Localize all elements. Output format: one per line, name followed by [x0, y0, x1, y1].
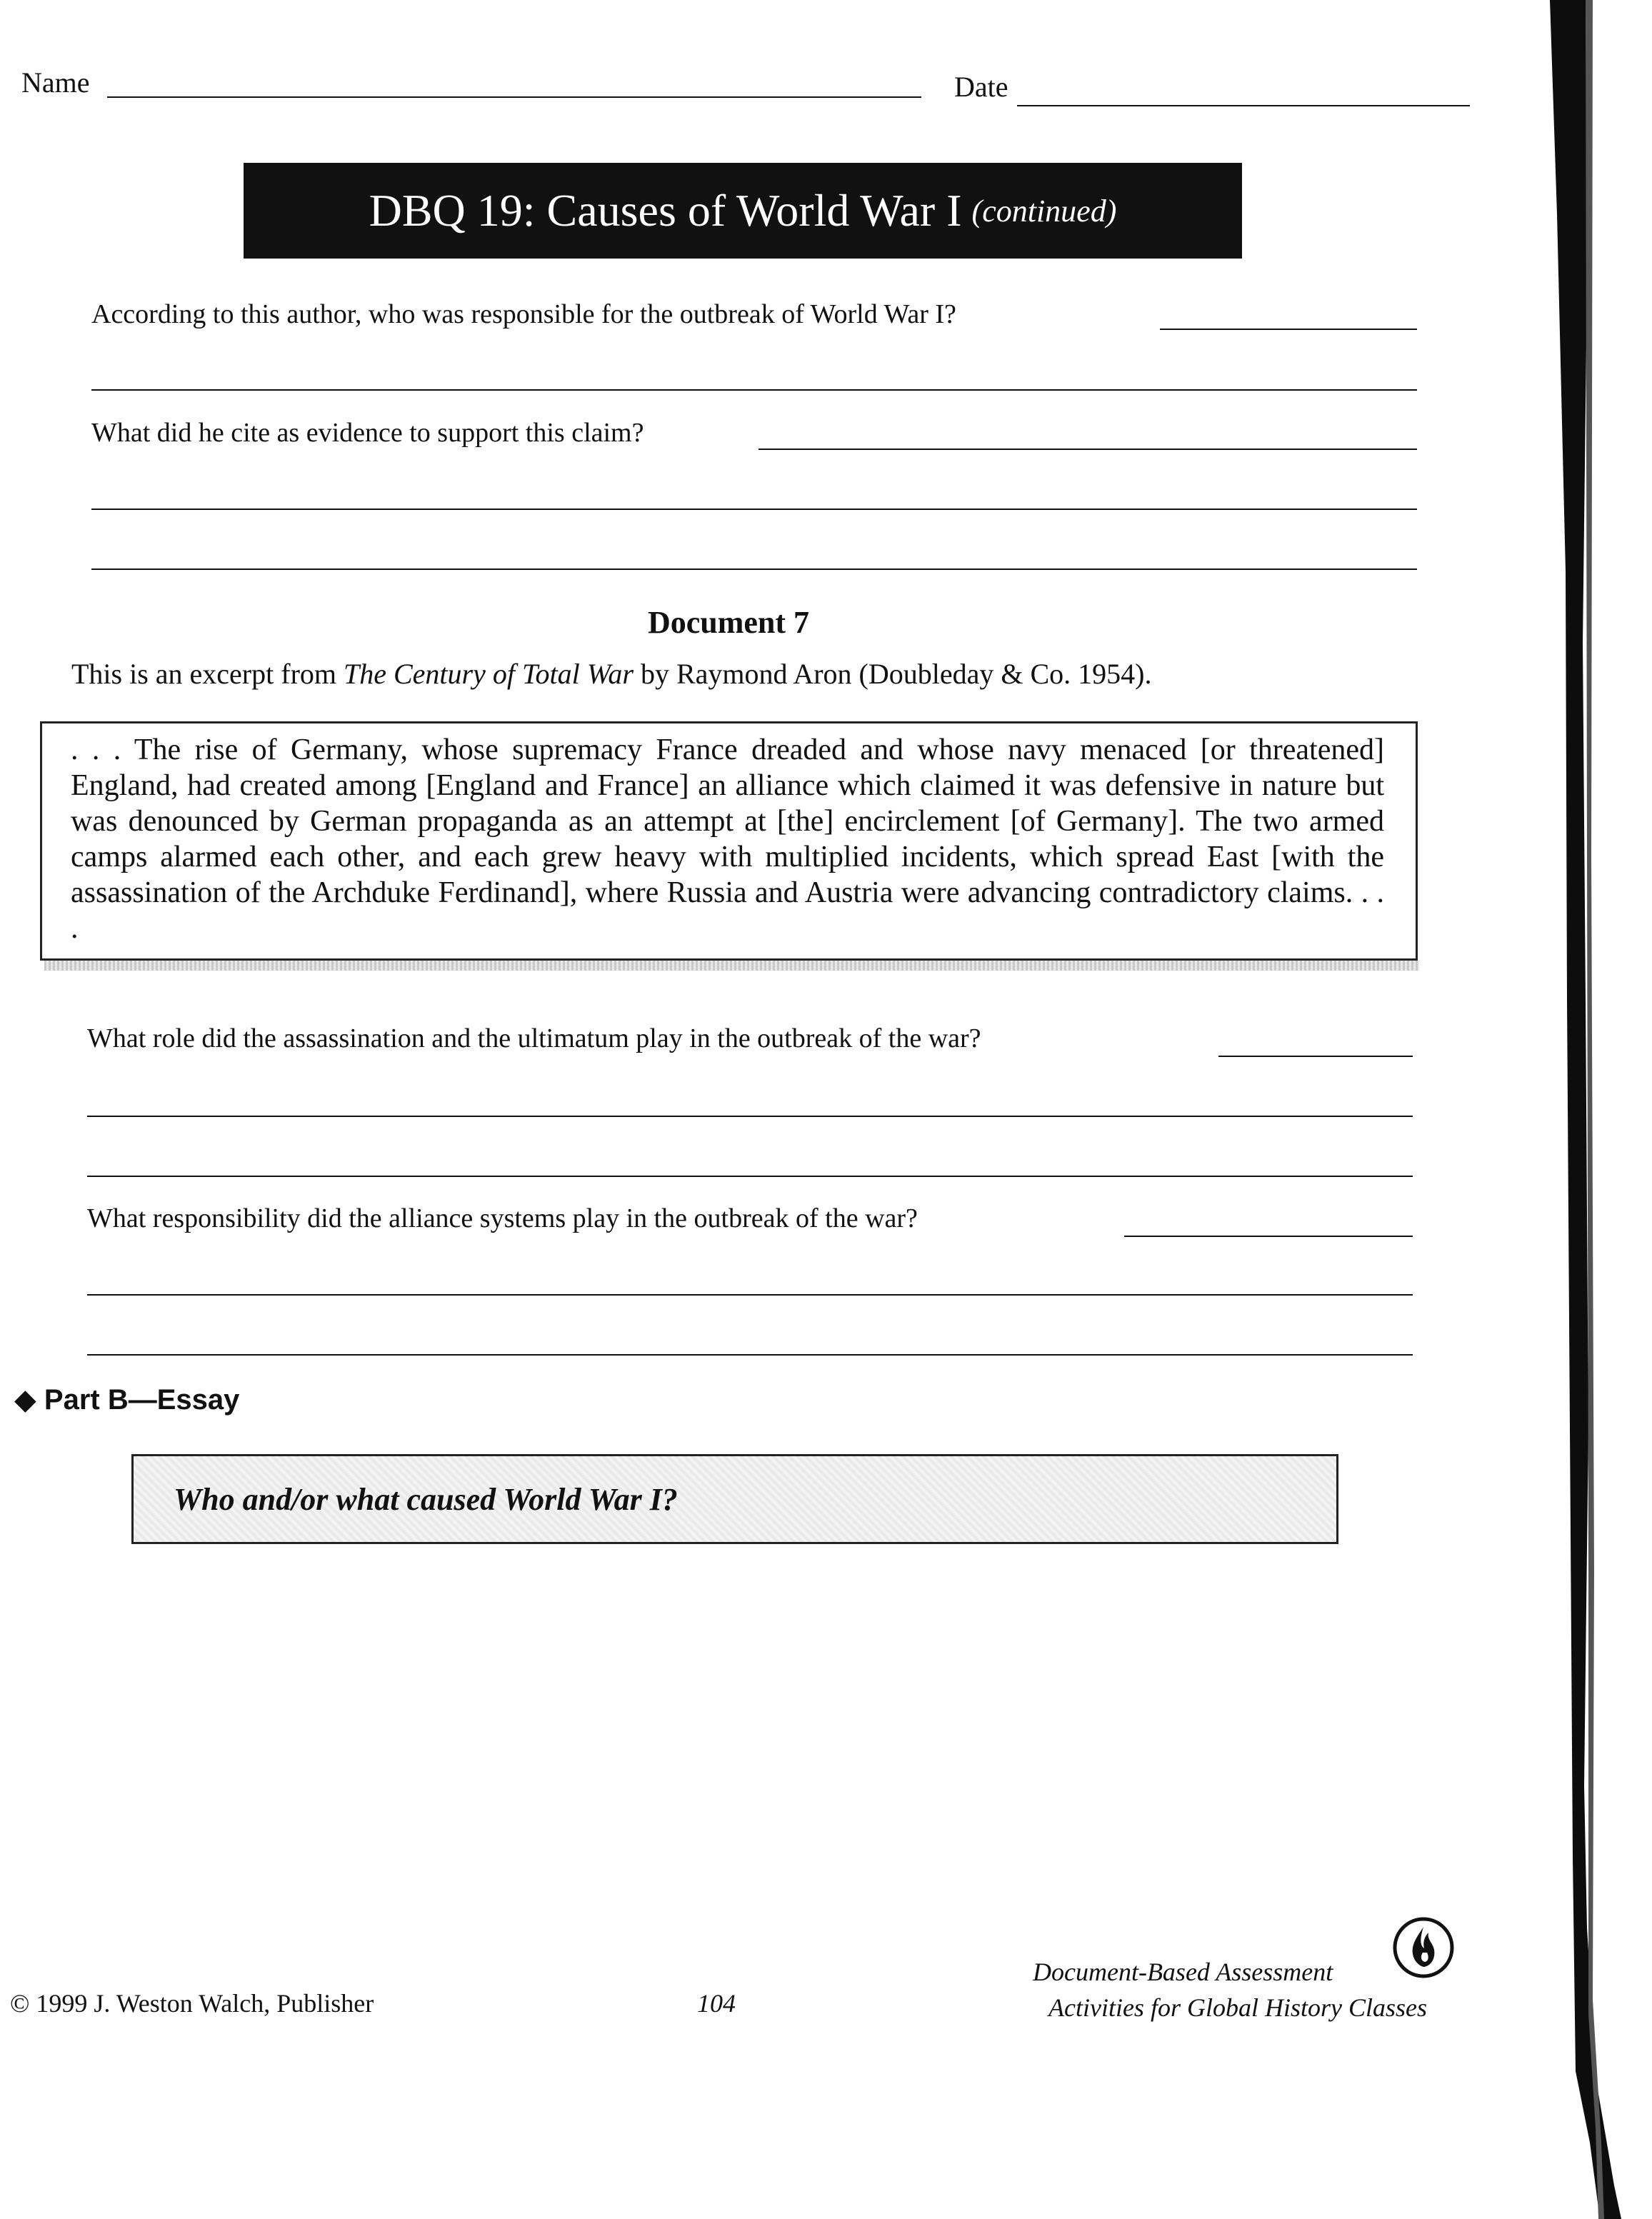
answer-line-2b[interactable]: [91, 509, 1417, 510]
answer-line-3a[interactable]: [1218, 1056, 1413, 1057]
document-excerpt-box: [40, 721, 1418, 961]
quote-shadow: [44, 961, 1419, 971]
intro-after: by Raymond Aron (Doubleday & Co. 1954).: [634, 658, 1152, 690]
book-title-line-1: Document-Based Assessment: [1033, 1958, 1333, 1986]
title-main: DBQ 19: Causes of World War I: [369, 185, 962, 236]
answer-line-3b[interactable]: [87, 1116, 1413, 1117]
publisher-flame-logo-icon: [1391, 1915, 1456, 1980]
name-label: Name: [21, 66, 90, 99]
question-2: What did he cite as evidence to support this claim?: [91, 418, 644, 448]
intro-book-title: The Century of Total War: [344, 658, 634, 690]
question-4: What responsibility did the alliance systems play in the outbreak of the war?: [87, 1203, 918, 1233]
date-label: Date: [954, 71, 1008, 103]
date-field[interactable]: [1017, 105, 1470, 106]
intro-before: This is an excerpt from: [71, 658, 344, 690]
answer-line-4a[interactable]: [1124, 1236, 1413, 1237]
page-number: 104: [697, 1989, 736, 2018]
name-field[interactable]: [107, 96, 921, 98]
answer-line-1b[interactable]: [91, 389, 1417, 391]
answer-line-2a[interactable]: [759, 449, 1417, 450]
essay-prompt-box: [131, 1454, 1338, 1544]
book-title-line-2: Activities for Global History Classes: [1048, 1993, 1427, 2022]
question-1: According to this author, who was responsible for the outbreak of World War I?: [91, 299, 956, 329]
title-subtitle: (continued): [971, 193, 1117, 229]
part-b-heading: [14, 1383, 239, 1416]
essay-prompt: Who and/or what caused World War I?: [174, 1481, 678, 1517]
answer-line-4c[interactable]: [87, 1354, 1413, 1356]
document-intro: [71, 657, 1152, 691]
copyright: © 1999 J. Weston Walch, Publisher: [10, 1989, 374, 2018]
answer-line-3c[interactable]: [87, 1176, 1413, 1177]
answer-line-1a[interactable]: [1160, 329, 1417, 330]
answer-line-4b[interactable]: [87, 1294, 1413, 1296]
document-heading: Document 7: [647, 605, 810, 640]
question-3: What role did the assassination and the ultimatum play in the outbreak of the war?: [87, 1023, 981, 1053]
diamond-bullet-icon: ◆: [14, 1384, 36, 1416]
part-b-label: Part B—Essay: [44, 1384, 240, 1416]
scan-binding-edge: [1536, 0, 1652, 2219]
page-title: [244, 163, 1242, 259]
document-excerpt: . . . The rise of Germany, whose supremacy France dreaded and whose navy menaced [or threatened] England, had created among [England and France] an alliance which claimed it was defensive in nature but was denounced by German propaganda as an attempt at [the] encirclement [of Germany]. The two armed camps alarmed each other, and each grew heavy with multiplied incidents, which spread East [with the assassination of the Archduke Ferdinand], where Russia and Austria were advancing contradictory claims. . . .: [71, 733, 1384, 945]
answer-line-2c[interactable]: [91, 568, 1417, 570]
